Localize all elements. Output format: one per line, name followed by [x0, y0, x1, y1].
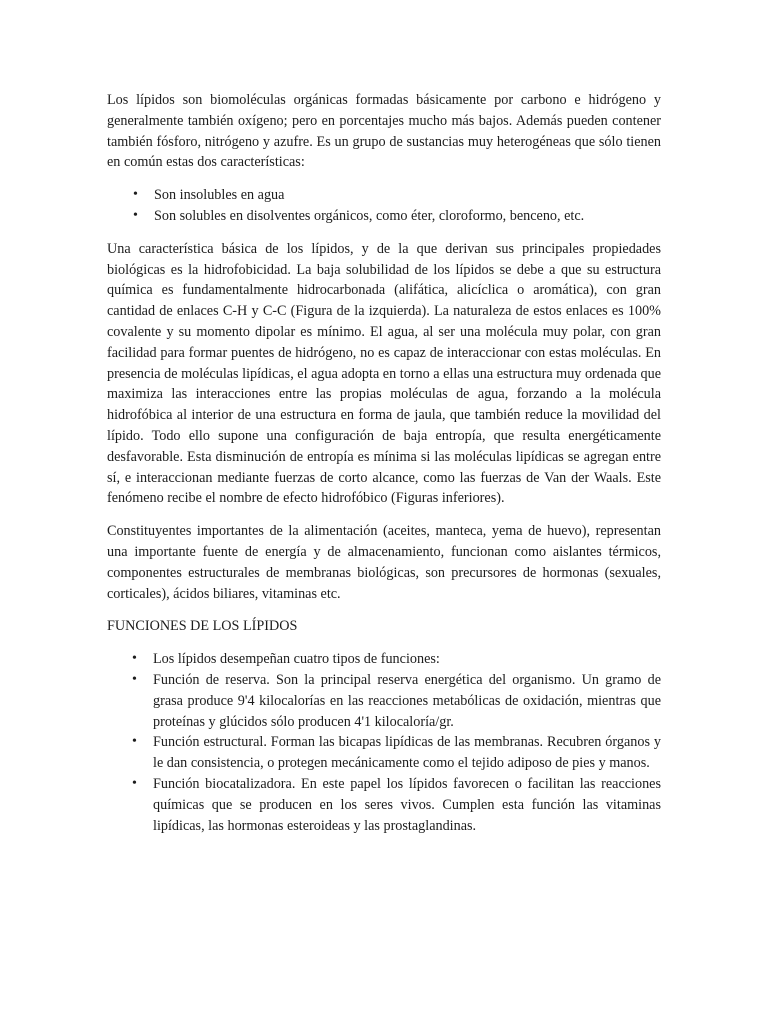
list-item: • Son solubles en disolventes orgánicos, como éter, cloroformo, benceno, etc.	[154, 206, 661, 227]
list-item: • Función estructural. Forman las bicapas lipídicas de las membranas. Recubren órganos y le dan consistencia, o protegen mecánicamente como el tejido adiposo de pies y manos.	[153, 732, 661, 774]
functions-list	[107, 649, 661, 836]
list-item: • Los lípidos desempeñan cuatro tipos de funciones:	[153, 649, 661, 670]
document-page	[107, 90, 661, 848]
list-item: • Son insolubles en agua	[154, 185, 661, 206]
hydrophobic-paragraph: Una característica básica de los lípidos, y de la que derivan sus principales propiedades biológicas es la hidrofobicidad. La baja solubilidad de los lípidos se debe a que su estructura química es fundamentalmente hidrocarbonada (alifática, alicíclica o aromática), con gran cantidad de enlaces C-H y C-C (Figura de la izquierda). La naturaleza de estos enlaces es 100% covalente y su momento dipolar es mínimo. El agua, al ser una molécula muy polar, con gran facilidad para formar puentes de hidrógeno, no es capaz de interaccionar con estas moléculas. En presencia de moléculas lipídicas, el agua adopta en torno a ellas una estructura muy ordenada que maximiza las interacciones entre las propias moléculas de agua, forzando a la molécula hidrofóbica al interior de una estructura en forma de jaula, que también reduce la movilidad del lípido. Todo ello supone una configuración de baja entropía, que resulta energéticamente desfavorable. Esta disminución de entropía es mínima si las moléculas lipídicas se agregan entre sí, e interaccionan mediante fuerzas de corto alcance, como las fuerzas de Van der Waals. Este fenómeno recibe el nombre de efecto hidrofóbico (Figuras inferiores).	[107, 240, 661, 507]
intro-paragraph: Los lípidos son biomoléculas orgánicas formadas básicamente por carbono e hidrógeno y generalmente también oxígeno; pero en porcentajes mucho más bajos. Además pueden contener también fósforo, nitrógeno y azufre. Es un grupo de sustancias muy heterogéneas que sólo tienen en común estas dos características:	[107, 92, 661, 171]
constituents-paragraph: Constituyentes importantes de la alimentación (aceites, manteca, yema de huevo), representan una importante fuente de energía y de almacenamiento, funcionan como aislantes térmicos, componentes estructurales de membranas biológicas, son precursores de hormonas (sexuales, corticales), ácidos biliares, vitaminas etc.	[107, 523, 661, 602]
functions-heading: FUNCIONES DE LOS LÍPIDOS	[107, 618, 298, 635]
list-item: • Función biocatalizadora. En este papel los lípidos favorecen o facilitan las reacciones químicas que se producen en los seres vivos. Cumplen esta función las vitaminas lipídicas, las hormonas esteroideas y las prostaglandinas.	[153, 774, 661, 836]
characteristics-list	[107, 185, 661, 227]
list-item: • Función de reserva. Son la principal reserva energética del organismo. Un gramo de grasa produce 9'4 kilocalorías en las reacciones metabólicas de oxidación, mientras que proteínas y glúcidos sólo producen 4'1 kilocaloría/gr.	[153, 670, 661, 732]
